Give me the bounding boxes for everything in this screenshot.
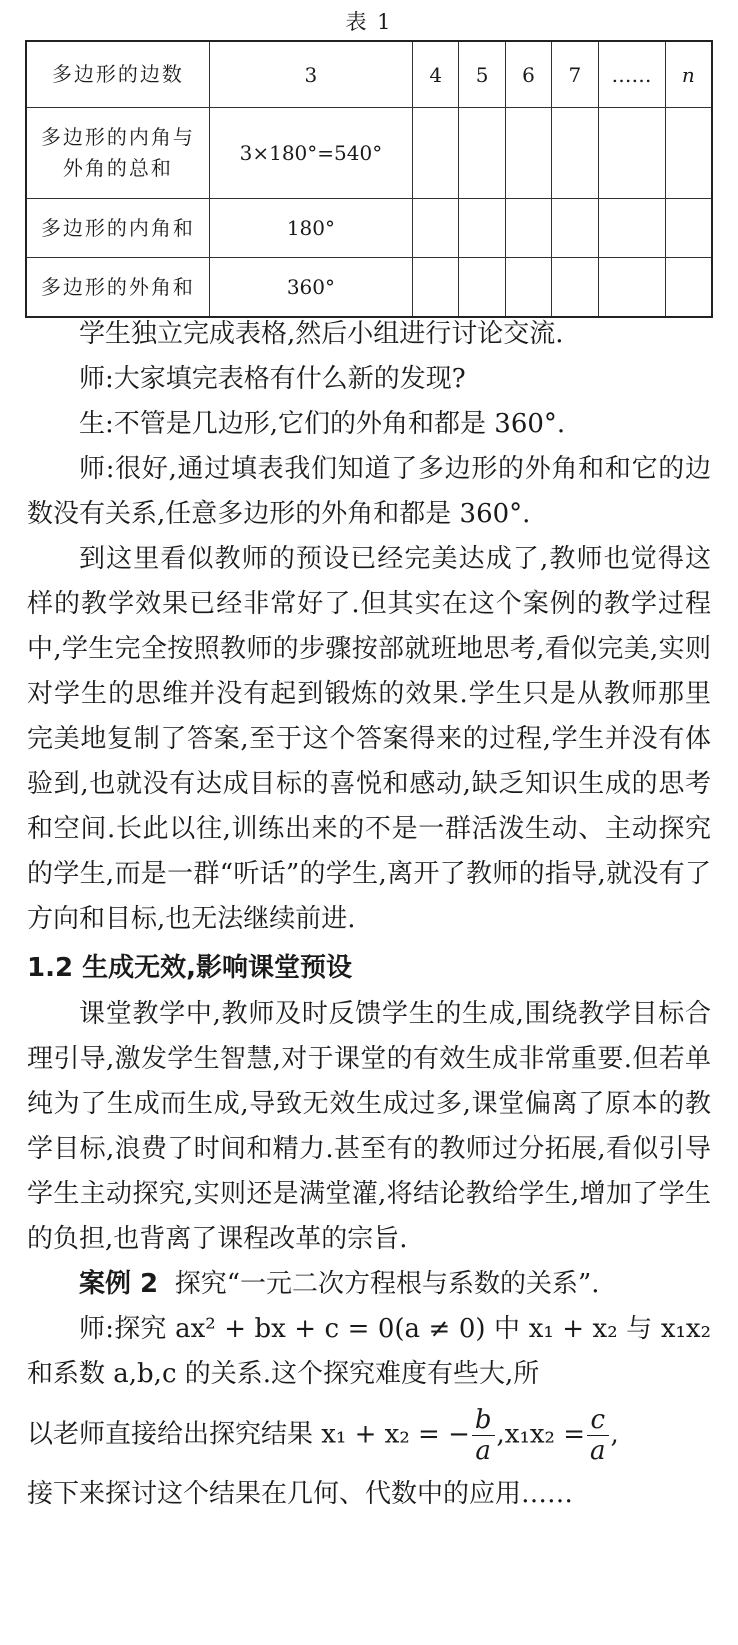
table-cell-side: 3 [209,41,412,108]
table-cell-empty [505,199,551,258]
table-cell-empty [459,258,505,318]
table-cell-value: 360° [209,258,412,318]
table-cell-side: n [665,41,712,108]
paragraph: 课堂教学中,教师及时反馈学生的生成,围绕教学目标合理引导,激发学生智慧,对于课堂的有效生成非常重要.但若单纯为了生成而生成,导致无效生成过多,课堂偏离了原本的教学目标,浪费了时间和精力.甚至有的教师过分拓展,看似引导学生主动探究,实则还是满堂灌,将结论教给学生,增加了学生的负担,也背离了课程改革的宗旨. [27,999,711,1254]
case-title-line [27,1262,711,1307]
table-cell-empty [459,199,505,258]
section-heading: 1.2 生成无效,影响课堂预设 [27,953,352,983]
table-row-label: 多边形的外角和 [26,258,209,318]
fraction-numerator: b [472,1405,495,1436]
table-cell-empty [598,108,665,199]
table-cell-empty [552,199,598,258]
table-cell-side: 6 [505,41,551,108]
table-cell-value: 180° [209,199,412,258]
paragraph: 师:很好,通过填表我们知道了多边形的外角和和它的边数没有关系,任意多边形的外角和都是 360°. [27,454,711,529]
table-cell-empty [665,258,712,318]
table-row [26,41,712,108]
table-cell-empty [665,199,712,258]
table-row [26,258,712,318]
table-cell-value: 3×180°=540° [209,108,412,199]
table-row [26,108,712,199]
table-cell-empty [598,258,665,318]
table-cell-empty [598,199,665,258]
paragraph: 学生独立完成表格,然后小组进行讨论交流. [79,319,564,349]
table-header-label: 多边形的边数 [26,41,209,108]
table-cell-empty [552,258,598,318]
formula-line [27,1405,711,1466]
table-cell-side: 7 [552,41,598,108]
table-cell-side: 4 [413,41,459,108]
case-label: 案例 2 [79,1269,159,1299]
table-cell-empty [665,108,712,199]
table-row-label: 多边形的内角和 [26,199,209,258]
table-cell-empty [413,108,459,199]
table-cell-empty [505,108,551,199]
paragraph: 生:不管是几边形,它们的外角和都是 360°. [79,409,566,439]
table-cell-empty [413,199,459,258]
paragraph: 到这里看似教师的预设已经完美达成了,教师也觉得这样的教学效果已经非常好了.但其实在这个案例的教学过程中,学生完全按照教师的步骤按部就班地思考,看似完美,实则对学生的思维并没有起到锻炼的效果.学生只是从教师那里完美地复制了答案,至于这个答案得来的过程,学生并没有体验到,也就没有达成目标的喜悦和感动,缺乏知识生成的思考和空间.长此以往,训练出来的不是一群活泼生动、主动探究的学生,而是一群“听话”的学生,离开了教师的指导,就没有了方向和目标,也无法继续前进. [27,544,711,934]
table-cell-empty [413,258,459,318]
table-cell-side: 5 [459,41,505,108]
formula-text: , [610,1419,619,1450]
paragraph: 师:大家填完表格有什么新的发现? [79,364,466,394]
table-cell-side: …… [598,41,665,108]
table-cell-empty [505,258,551,318]
fraction [587,1405,609,1466]
fraction [472,1405,495,1466]
case-title: 探究“一元二次方程根与系数的关系”. [174,1269,600,1299]
table-row-label: 多边形的内角与外角的总和 [26,108,209,199]
table-cell-empty [552,108,598,199]
formula-text: 以老师直接给出探究结果 x₁ + x₂ = − [27,1419,470,1450]
fraction-denominator: a [475,1436,491,1466]
table-caption: 表 1 [345,10,393,34]
fraction-denominator: a [590,1436,606,1466]
paragraph: 师:探究 ax² + bx + c = 0(a ≠ 0) 中 x₁ + x₂ 与 x₁x₂ 和系数 a,b,c 的关系.这个探究难度有些大,所 [27,1314,711,1389]
paragraph: 接下来探讨这个结果在几何、代数中的应用…… [27,1479,574,1509]
formula-text: ,x₁x₂ = [496,1419,586,1450]
polygon-angle-table [25,40,713,318]
fraction-numerator: c [587,1405,609,1436]
table-cell-empty [459,108,505,199]
table-row [26,199,712,258]
body-text [27,312,711,1517]
